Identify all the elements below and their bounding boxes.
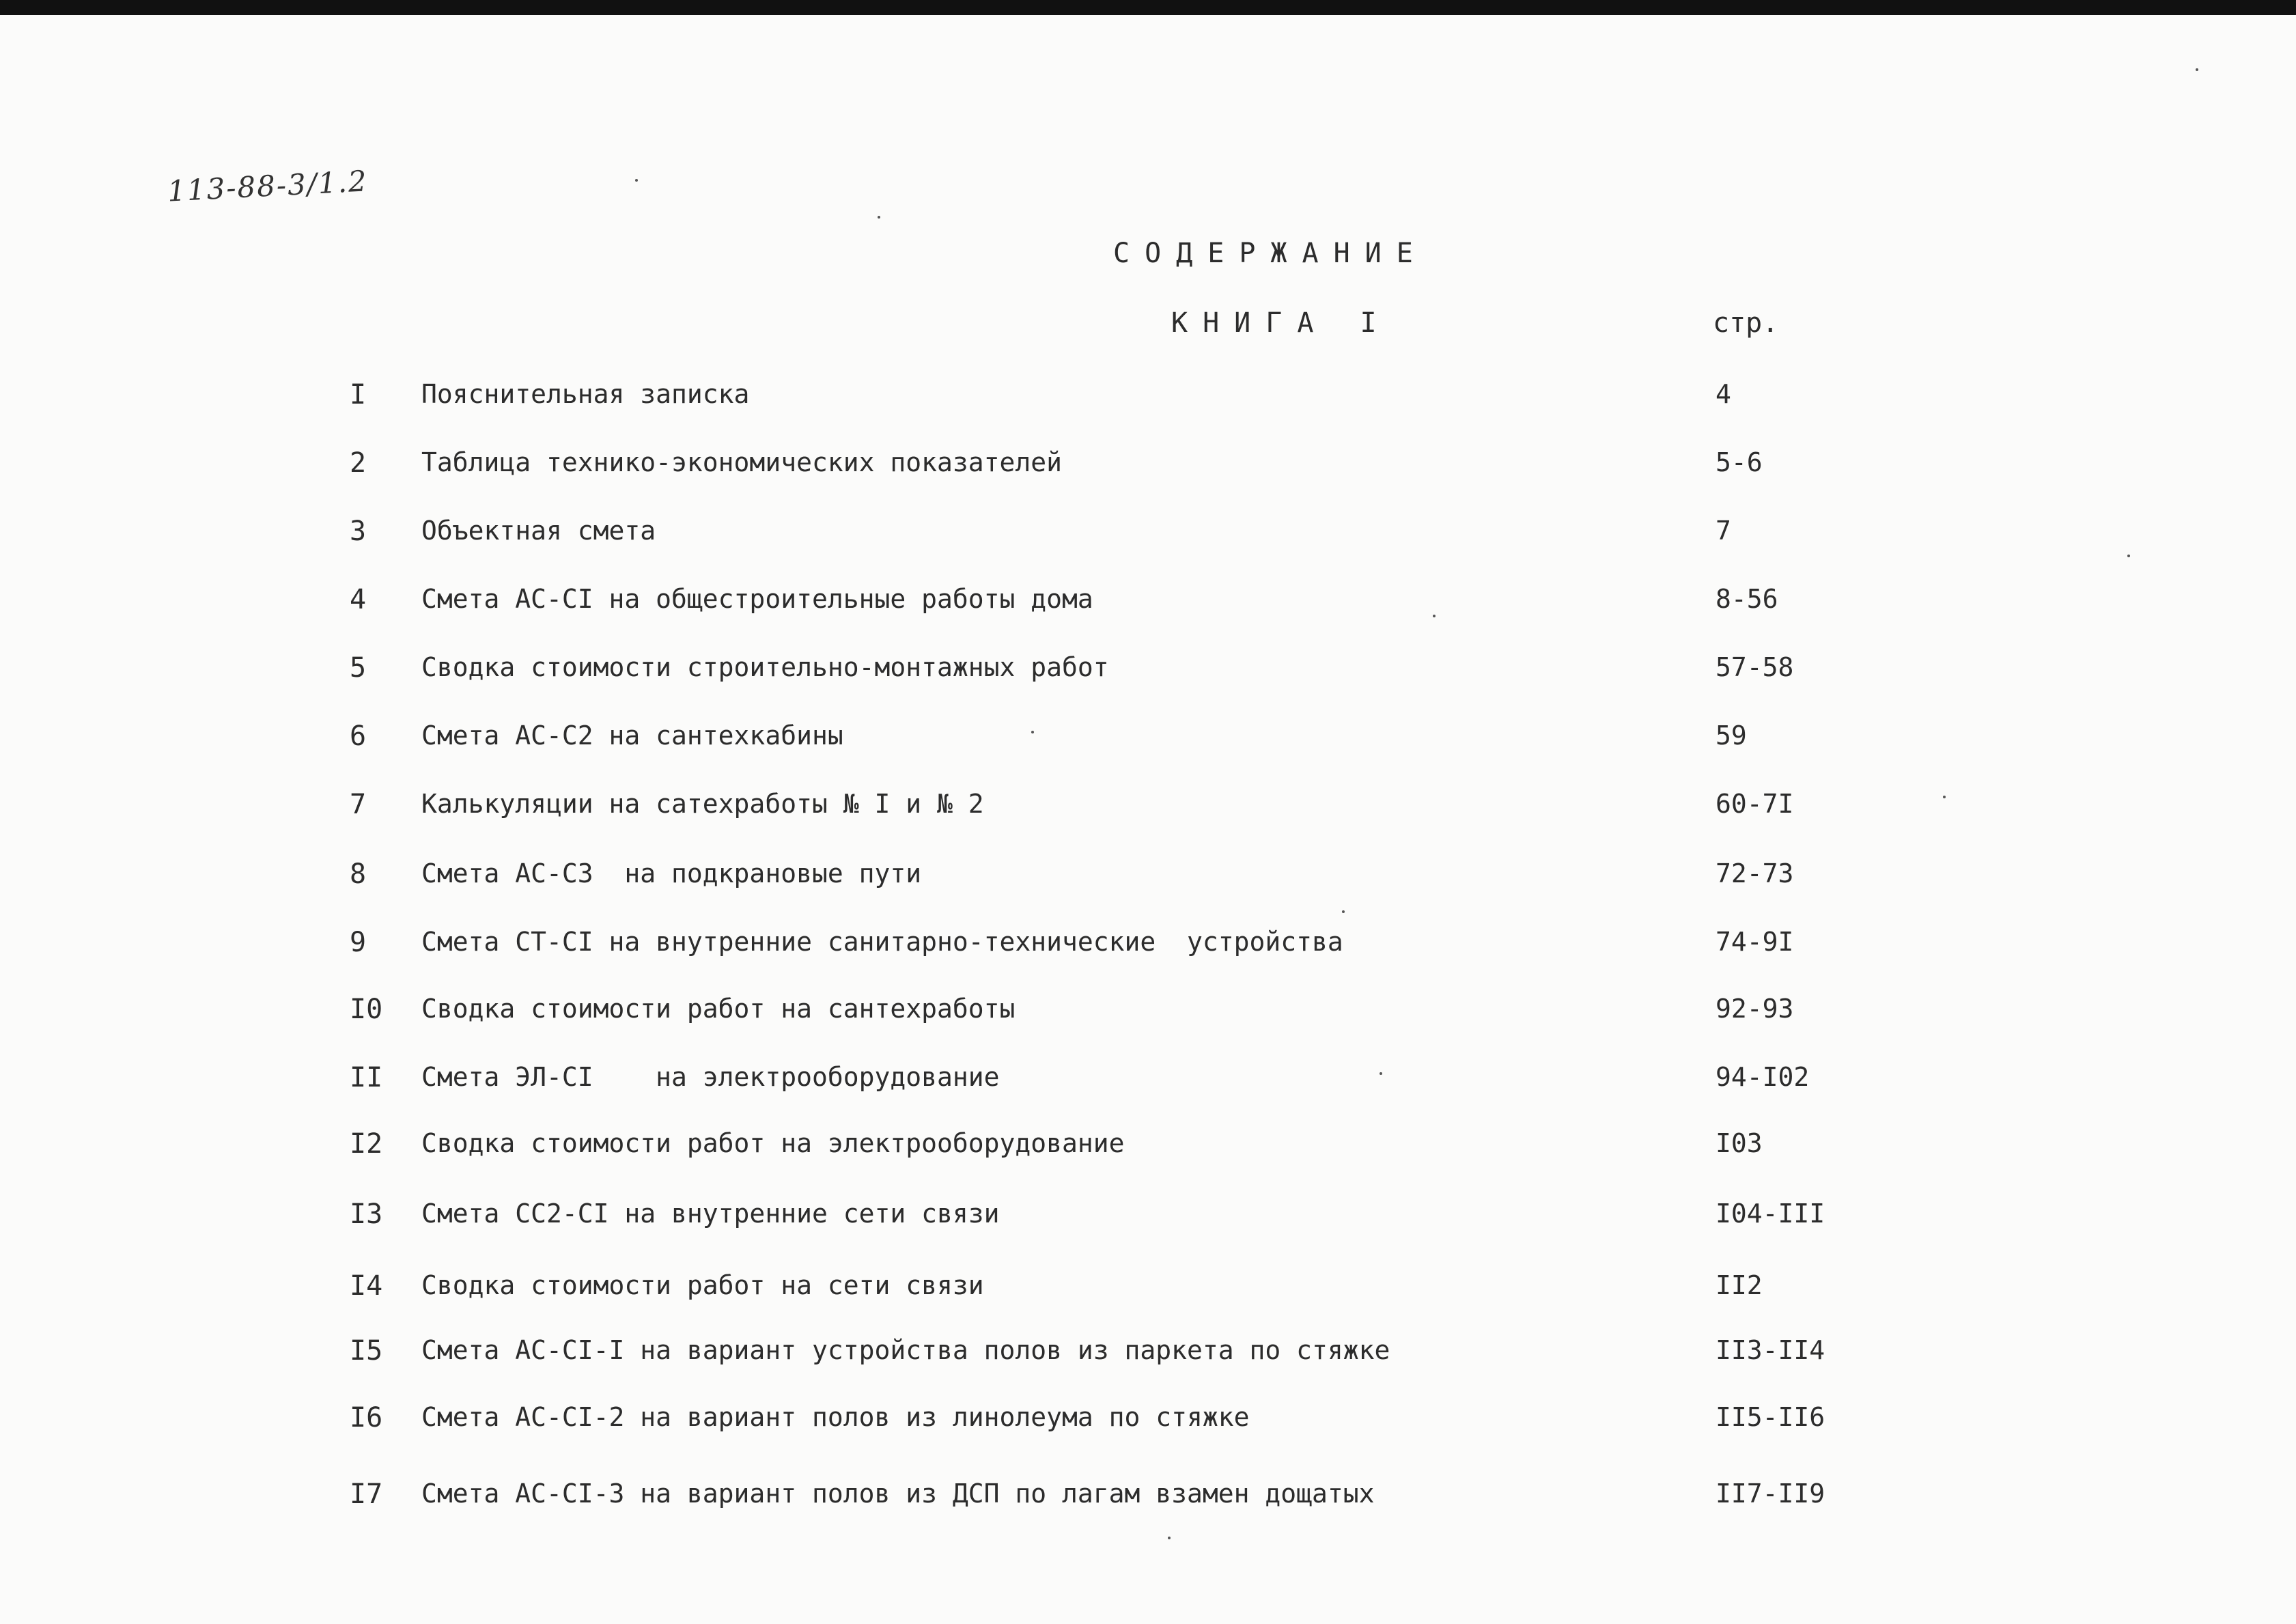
toc-item-page: I03 [1716,1128,1763,1158]
toc-item-number: I7 [350,1479,383,1510]
scan-speck [1168,1537,1171,1539]
scan-speck [878,216,880,219]
scan-speck [1380,1072,1382,1075]
toc-row [0,1062,2296,1103]
toc-item-page: 5-6 [1716,447,1763,477]
toc-item-number: 5 [350,652,367,684]
toc-row [0,652,2296,693]
scan-speck [1031,731,1034,733]
toc-row [0,1479,2296,1520]
toc-row [0,516,2296,557]
scan-edge-bar [0,0,2296,15]
toc-row [0,447,2296,488]
toc-item-number: I3 [350,1199,383,1230]
toc-item-page: II5-II6 [1716,1402,1825,1432]
toc-item-number: I [350,379,367,410]
toc-item-title: Смета АС-С3 на подкрановые пути [421,858,922,888]
scan-speck [1943,796,1946,798]
toc-row [0,584,2296,625]
toc-item-page: II2 [1716,1270,1763,1300]
toc-item-page: 59 [1716,720,1747,751]
toc-item-title: Пояснительная записка [421,379,750,409]
toc-item-number: 7 [350,789,367,820]
toc-item-title: Сводка стоимости работ на электрооборудование [421,1128,1125,1158]
toc-item-title: Смета ЭЛ-СI на электрооборудование [421,1062,1000,1092]
toc-item-title: Смета АС-С2 на сантехкабины [421,720,843,751]
toc-item-page: 57-58 [1716,652,1794,682]
toc-item-page: 72-73 [1716,858,1794,888]
toc-row [0,1199,2296,1240]
toc-row [0,994,2296,1035]
toc-row [0,1335,2296,1376]
toc-item-number: I0 [350,994,383,1025]
scan-speck [2127,555,2130,557]
toc-item-number: I6 [350,1402,383,1433]
toc-item-title: Сводка стоимости работ на сантехработы [421,994,1016,1024]
scan-speck [635,179,638,182]
toc-item-number: 6 [350,720,367,752]
toc-item-number: I2 [350,1128,383,1160]
toc-item-title: Смета СС2-СI на внутренние сети связи [421,1199,1000,1229]
toc-item-number: 4 [350,584,367,615]
toc-item-number: I5 [350,1335,383,1367]
toc-item-page: 4 [1716,379,1731,409]
toc-item-page: I04-III [1716,1199,1825,1229]
toc-item-page: II7-II9 [1716,1479,1825,1509]
toc-item-number: 8 [350,858,367,890]
toc-row [0,1270,2296,1311]
toc-item-page: 74-9I [1716,927,1794,957]
toc-item-page: 8-56 [1716,584,1778,614]
toc-item-page: 60-7I [1716,789,1794,819]
toc-item-title: Таблица технико-экономических показателей [421,447,1062,477]
toc-item-page: II3-II4 [1716,1335,1825,1365]
toc-row [0,379,2296,420]
scan-speck [1433,615,1436,617]
book-title: КНИГА I [1171,307,1392,339]
toc-row [0,927,2296,968]
toc-item-title: Сводка стоимости работ на сети связи [421,1270,984,1300]
toc-item-title: Калькуляции на сатехработы № I и № 2 [421,789,984,819]
toc-row [0,1402,2296,1443]
toc-item-number: 9 [350,927,367,958]
toc-item-number: 2 [350,447,367,479]
scan-speck [2196,68,2198,71]
toc-item-page: 7 [1716,516,1731,546]
scan-speck [1342,910,1345,913]
page-title: СОДЕРЖАНИЕ [1113,238,1428,269]
toc-row [0,789,2296,830]
toc-item-title: Смета АС-СI-I на вариант устройства полов из паркета по стяжке [421,1335,1390,1365]
toc-row [0,720,2296,761]
document-code: 113-88-3/1.2 [166,164,369,208]
toc-item-title: Объектная смета [421,516,656,546]
toc-item-title: Смета АС-СI-2 на вариант полов из линолеума по стяжке [421,1402,1250,1432]
toc-item-title: Смета АС-СI на общестроительные работы дома [421,584,1093,614]
toc-item-page: 94-I02 [1716,1062,1810,1092]
toc-row [0,1128,2296,1169]
toc-item-number: II [350,1062,383,1093]
toc-item-title: Смета АС-СI-3 на вариант полов из ДСП по лагам взамен дощатых [421,1479,1375,1509]
toc-item-number: I4 [350,1270,383,1302]
toc-item-title: Смета СТ-СI на внутренние санитарно-технические устройства [421,927,1343,957]
toc-row [0,858,2296,899]
toc-item-number: 3 [350,516,367,547]
toc-item-page: 92-93 [1716,994,1794,1024]
page-column-header: стр. [1713,307,1779,339]
toc-item-title: Сводка стоимости строительно-монтажных работ [421,652,1109,682]
